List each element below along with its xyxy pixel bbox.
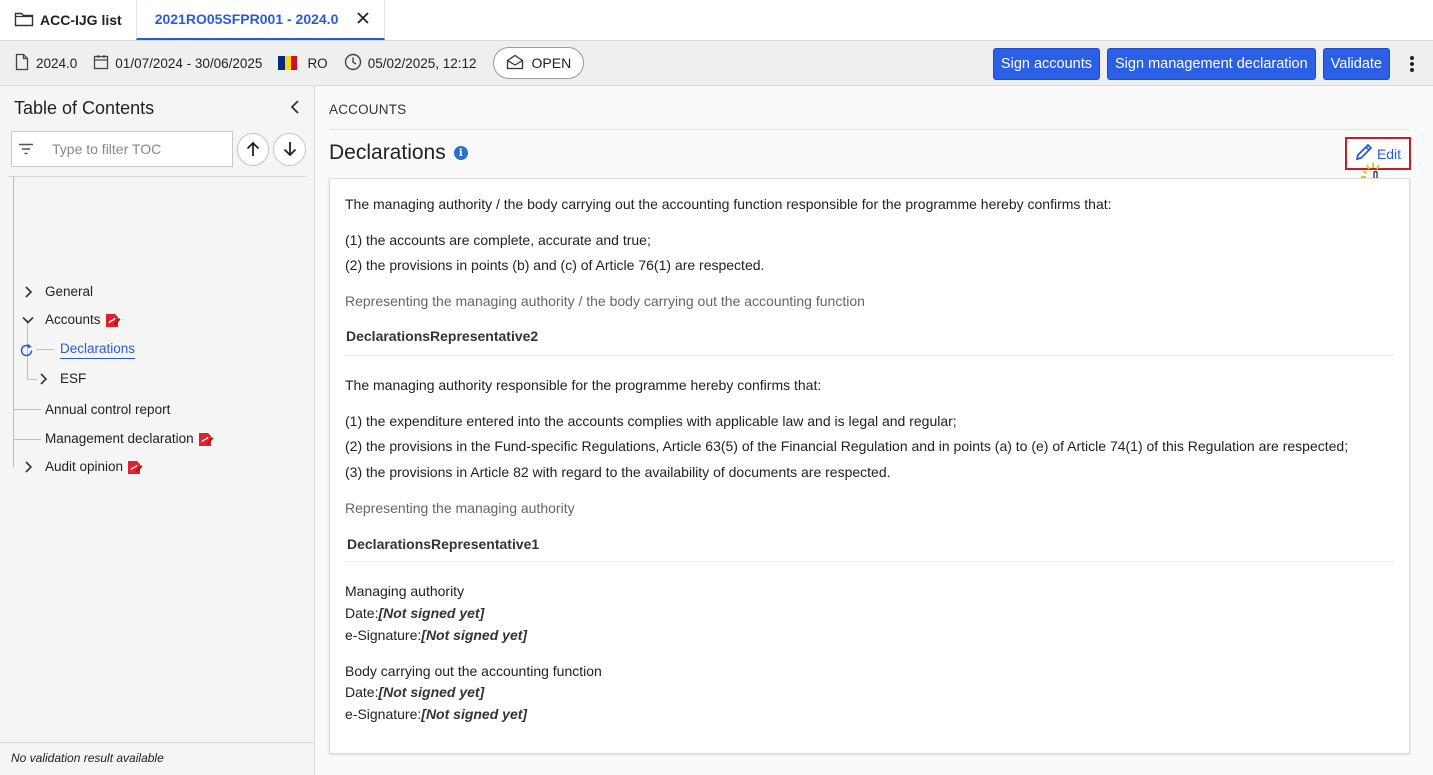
more-options-icon[interactable]	[1397, 48, 1427, 80]
close-icon[interactable]	[356, 9, 370, 29]
page-title: Declarations i	[329, 141, 468, 165]
pdf-signature-icon	[198, 432, 212, 446]
tab-label: 2021RO05SFPR001 - 2024.0	[154, 11, 339, 27]
romania-flag-icon	[278, 56, 297, 70]
toc-item-esf[interactable]: ESF	[37, 371, 86, 386]
section2-point: (3) the provisions in Article 82 with regard to the availability of documents are respected.	[345, 464, 891, 480]
edit-button[interactable]: Edit	[1345, 137, 1411, 170]
section2-point: (2) the provisions in the Fund-specific Regulations, Article 63(5) of the Financial Regulation and in points (a) to (e) of Article 74(1) of this Regulation are respected;	[345, 438, 1349, 454]
version-info: 2024.0	[14, 53, 77, 74]
signature-role: Body carrying out the accounting function	[345, 663, 602, 679]
refresh-icon	[19, 343, 37, 358]
envelope-open-icon	[506, 54, 524, 73]
toc-item-management-declaration[interactable]: Management declaration	[45, 431, 212, 446]
chevron-right-icon[interactable]	[37, 373, 49, 385]
section1-intro: The managing authority / the body carrying out the accounting function responsible for the programme hereby confirms that:	[345, 196, 1112, 212]
tree-line	[27, 379, 37, 380]
section1-point: (1) the accounts are complete, accurate and true;	[345, 232, 651, 248]
document-icon	[14, 53, 30, 74]
tab-bar	[0, 0, 1433, 41]
country-info: RO	[278, 56, 327, 71]
chevron-down-icon[interactable]	[22, 316, 34, 324]
calendar-icon	[93, 54, 109, 73]
divider	[329, 129, 1409, 130]
signature-date: Date:[Not signed yet]	[345, 684, 485, 700]
toolbar	[0, 41, 1433, 86]
toc-item-general[interactable]: General	[22, 284, 93, 299]
arrow-down-icon[interactable]	[273, 133, 306, 166]
period-info: 01/07/2024 - 30/06/2025	[93, 54, 262, 73]
validation-status: No validation result available	[0, 742, 314, 775]
tab-label: ACC-IJG list	[40, 12, 122, 28]
section1-representing: Representing the managing authority / the body carrying out the accounting function	[345, 293, 865, 309]
signature-esig: e-Signature:[Not signed yet]	[345, 627, 528, 643]
tree-line	[13, 177, 14, 467]
representative-1: DeclarationsRepresentative1	[347, 536, 540, 552]
info-icon[interactable]: i	[454, 146, 468, 160]
tree-line	[13, 409, 41, 410]
clock-icon	[344, 53, 362, 74]
toc-item-audit-opinion[interactable]: Audit opinion	[22, 459, 141, 474]
pdf-signature-icon	[127, 460, 141, 474]
pdf-signature-icon	[105, 313, 119, 327]
datetime-info: 05/02/2025, 12:12	[344, 53, 477, 74]
section2-point: (1) the expenditure entered into the accounts complies with applicable law and is legal and regular;	[345, 413, 957, 429]
status-badge[interactable]: OPEN	[493, 47, 585, 79]
arrow-up-icon[interactable]	[237, 133, 270, 166]
chevron-left-icon[interactable]	[290, 97, 300, 120]
chevron-right-icon[interactable]	[22, 461, 34, 473]
filter-icon	[12, 143, 40, 155]
toc-title: Table of Contents	[14, 98, 155, 118]
section2-intro: The managing authority responsible for the programme hereby confirms that:	[345, 377, 822, 393]
sidebar	[0, 86, 315, 775]
representative-2: DeclarationsRepresentative2	[346, 328, 539, 344]
signature-role: Managing authority	[345, 583, 465, 599]
divider	[345, 355, 1395, 356]
main-content	[315, 86, 1433, 775]
signature-date: Date:[Not signed yet]	[345, 605, 485, 621]
tree-line	[13, 439, 41, 440]
signature-esig: e-Signature:[Not signed yet]	[345, 706, 528, 722]
sign-accounts-button[interactable]: Sign accounts	[993, 48, 1100, 80]
section1-point: (2) the provisions in points (b) and (c) of Article 76(1) are respected.	[345, 257, 765, 273]
toc-item-annual-control-report[interactable]: Annual control report	[45, 402, 171, 417]
breadcrumb: ACCOUNTS	[329, 102, 407, 117]
toc-item-declarations[interactable]: Declarations	[19, 341, 135, 359]
sign-management-declaration-button[interactable]: Sign management declaration	[1107, 48, 1316, 80]
declarations-card	[329, 178, 1410, 754]
chevron-right-icon[interactable]	[22, 286, 34, 298]
section2-representing: Representing the managing authority	[345, 500, 575, 516]
toc-filter-input[interactable]	[40, 141, 220, 157]
toc-item-accounts[interactable]: Accounts	[22, 312, 119, 327]
toc-filter-box	[11, 131, 233, 167]
toc-filter	[11, 131, 306, 167]
toc-header	[0, 86, 314, 131]
tab-programme[interactable]	[136, 0, 386, 40]
divider	[8, 176, 306, 177]
validate-button[interactable]: Validate	[1323, 48, 1390, 80]
folder-icon	[14, 11, 34, 30]
divider	[345, 561, 1395, 562]
tab-acc-ijg-list[interactable]	[0, 0, 136, 40]
